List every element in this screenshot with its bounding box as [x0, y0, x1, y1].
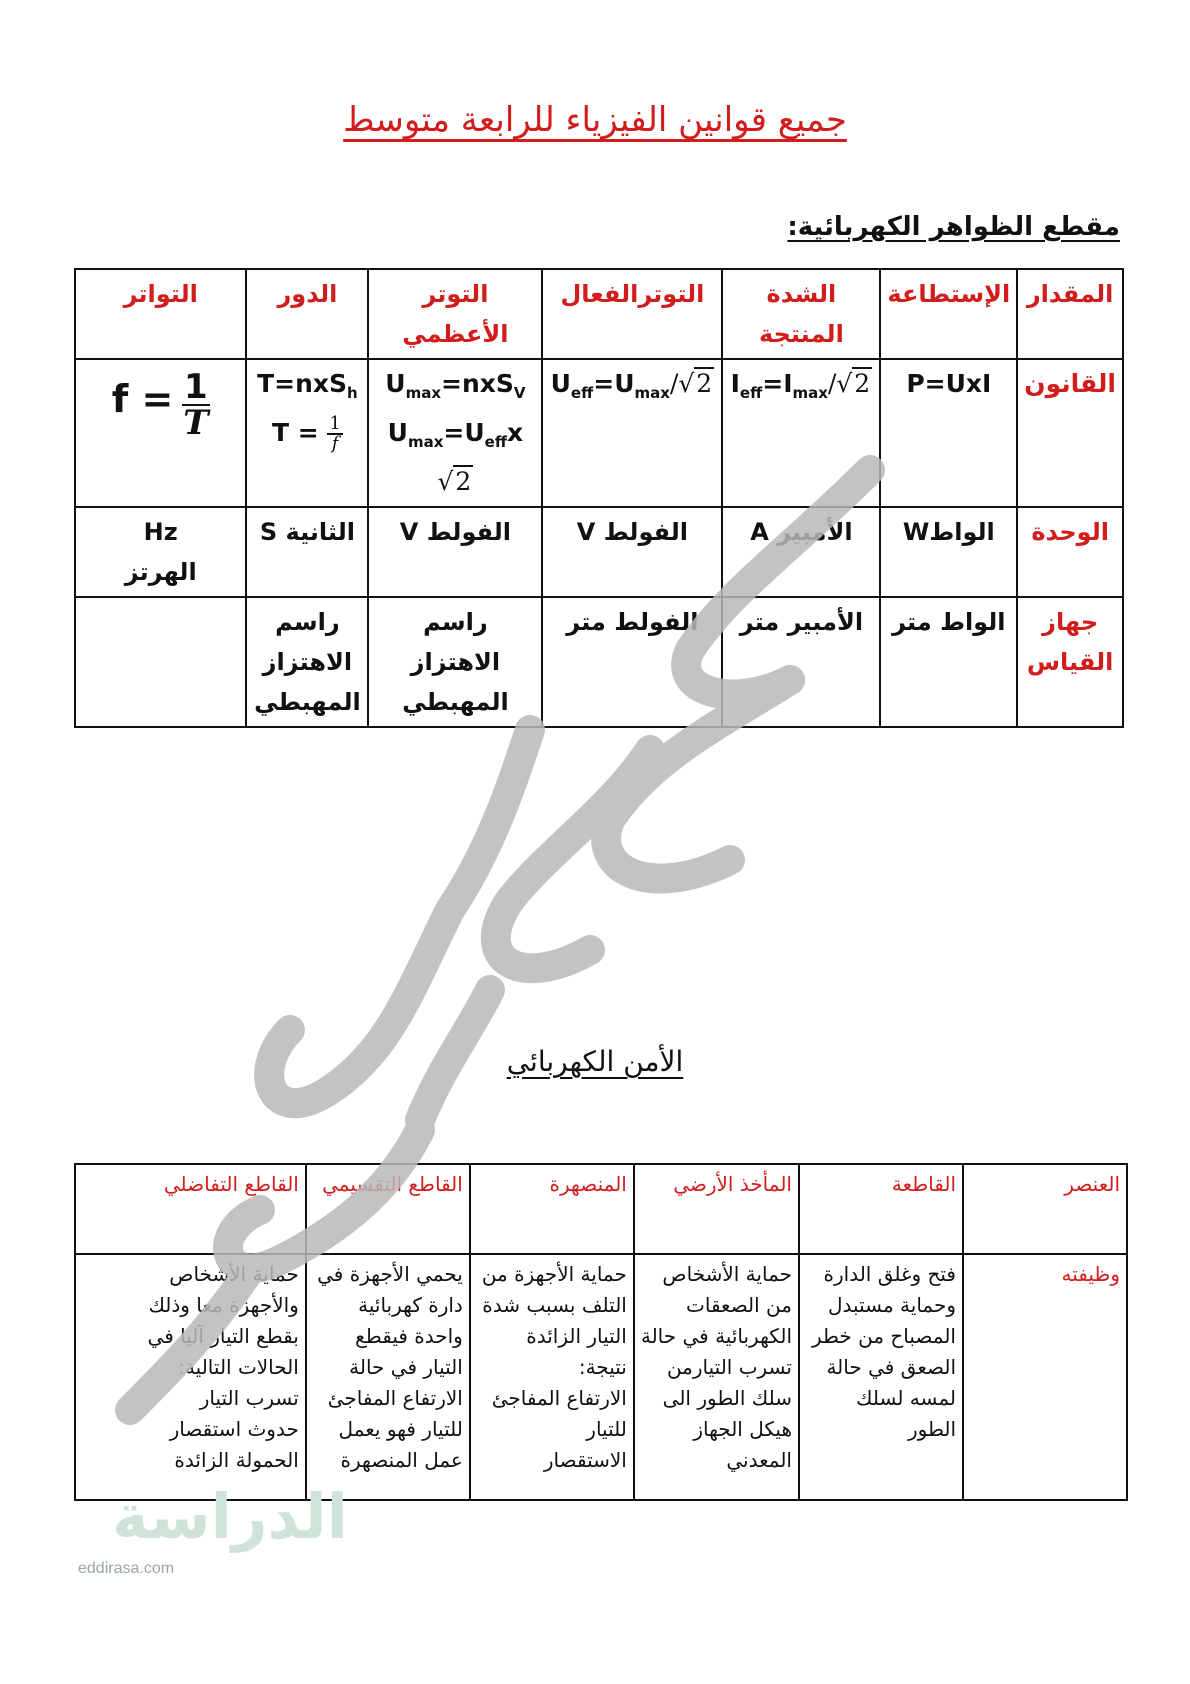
unit-period: الثانية S — [246, 507, 368, 597]
table-row-device — [75, 597, 1123, 727]
site-logo — [72, 1480, 432, 1590]
device-effective-current: الأمبير متر — [722, 597, 880, 727]
logo-url: eddirasa.com — [78, 1560, 175, 1577]
section-heading-electric-phenomena: مقطع الظواهر الكهربائية: — [787, 212, 1120, 242]
cell-quantity-frequency: التواتر — [75, 269, 246, 359]
device-power: الواط متر — [880, 597, 1017, 727]
unit-power: الواطW — [880, 507, 1017, 597]
law-frequency: f = $\frac{1}{T}$ — [75, 359, 246, 507]
function-switch: فتح وغلق الدارة وحماية مستبدل المصباح من خطر الصعق في حالة لمسه لسلك الطور — [799, 1254, 963, 1500]
law-power: P=UxI — [880, 359, 1017, 507]
table-row-element — [75, 1164, 1127, 1254]
unit-max-voltage: الفولط V — [368, 507, 542, 597]
device-max-voltage: راسم الاهتزاز المهبطي — [368, 597, 542, 727]
row-label-unit: الوحدة — [1017, 507, 1123, 597]
unit-frequency — [75, 507, 246, 597]
table-row-law — [75, 359, 1123, 507]
row-label-element: العنصر — [963, 1164, 1127, 1254]
element-switch: القاطعة — [799, 1164, 963, 1254]
table-row-unit — [75, 507, 1123, 597]
electrical-safety-table — [74, 1163, 1128, 1501]
cell-quantity-effective-current: الشدة المنتجة — [722, 269, 880, 359]
logo-wordmark: الدراسة — [112, 1480, 348, 1553]
device-period: راسم الاهتزاز المهبطي — [246, 597, 368, 727]
electric-phenomena-table — [74, 268, 1124, 728]
cell-quantity-period: الدور — [246, 269, 368, 359]
law-effective-current: $I_{eff}=I_{max}/√2$ — [722, 359, 880, 507]
unit-effective-current: الأمبير A — [722, 507, 880, 597]
device-frequency — [75, 597, 246, 727]
element-fuse: المنصهرة — [470, 1164, 634, 1254]
row-label-quantity: المقدار — [1017, 269, 1123, 359]
cell-quantity-power: الإستطاعة — [880, 269, 1017, 359]
section-heading-electrical-safety: الأمن الكهربائي — [506, 1045, 684, 1078]
law-period: T=nxS$_h$ T = $\frac{1}{f}$ — [246, 359, 368, 507]
row-label-device: جهاز القياس — [1017, 597, 1123, 727]
page-title: جميع قوانين الفيزياء للرابعة متوسط — [343, 100, 847, 140]
element-differential-breaker: القاطع التفاضلي — [75, 1164, 306, 1254]
function-circuit-breaker: يحمي الأجهزة في دارة كهربائية واحدة فيقطع التيار في حالة الارتفاع المفاجئ للتيار فهو يعمل عمل المنصهرة — [306, 1254, 470, 1500]
cell-quantity-max-voltage: التوتر الأعظمي — [368, 269, 542, 359]
unit-effective-voltage: الفولط V — [542, 507, 722, 597]
function-differential-breaker: حماية الأشخاص والأجهزة معا وذلك بقطع التيار آليا في الحالات التالية: تسرب التيار حدوث استقصار الحمولة الزائدة — [75, 1254, 306, 1500]
unit-frequency-symbol: Hz — [143, 518, 178, 546]
law-effective-voltage: $U_{eff}=U_{max}/√2$ — [542, 359, 722, 507]
row-label-function: وظيفته — [963, 1254, 1127, 1500]
element-circuit-breaker: القاطع التقسيمي — [306, 1164, 470, 1254]
cell-quantity-effective-voltage: التوترالفعال — [542, 269, 722, 359]
element-earth-socket: المأخذ الأرضي — [634, 1164, 799, 1254]
function-earth-socket: حماية الأشخاص من الصعقات الكهربائية في حالة تسرب التيارمن سلك الطور الى هيكل الجهاز المعدني — [634, 1254, 799, 1500]
device-effective-voltage: الفولط متر — [542, 597, 722, 727]
law-max-voltage: $U_{max}=nxS_V$ $U_{max}=U_{eff}x$ √2 — [368, 359, 542, 507]
table-row-function — [75, 1254, 1127, 1500]
unit-frequency-name: الهرتز — [124, 558, 197, 586]
function-fuse: حماية الأجهزة من التلف بسبب شدة التيار الزائدة نتيجة: الارتفاع المفاجئ للتيار الاستقصار — [470, 1254, 634, 1500]
table-row-quantity — [75, 269, 1123, 359]
row-label-law: القانون — [1017, 359, 1123, 507]
